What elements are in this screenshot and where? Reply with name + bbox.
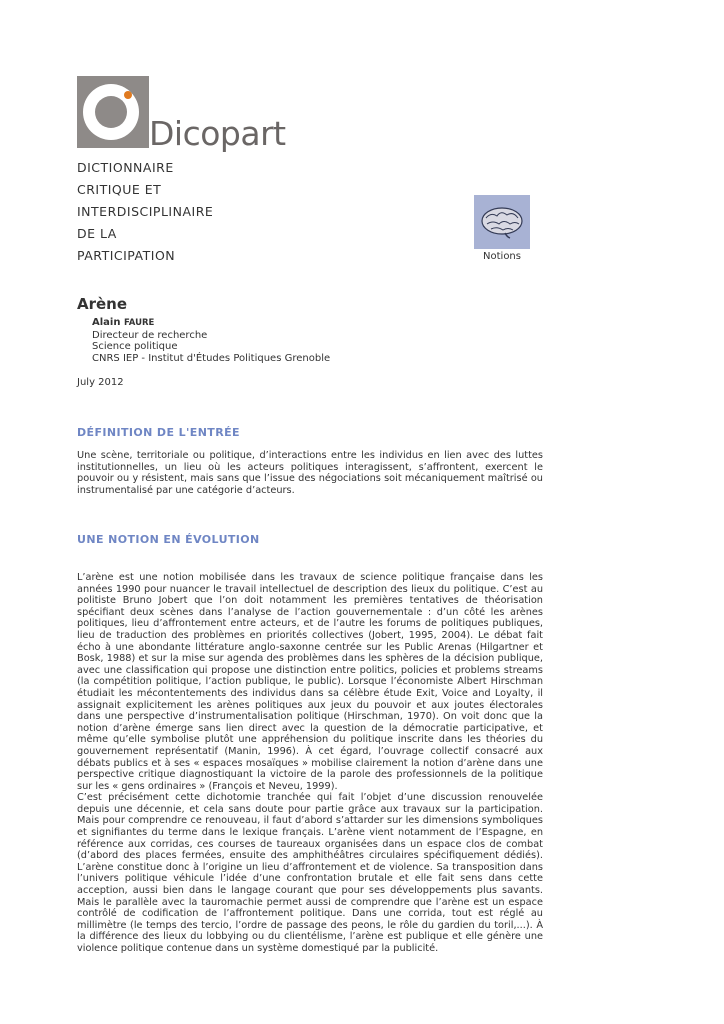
entry-title: Arène (77, 295, 128, 313)
author-role: Directeur de recherche (92, 329, 208, 341)
brain-icon[interactable] (474, 195, 530, 249)
dictionary-title-line: INTERDISCIPLINAIRE (77, 204, 214, 219)
dictionary-title-line: PARTICIPATION (77, 248, 176, 263)
notions-link[interactable] (472, 195, 532, 262)
author-last-name: FAURE (123, 318, 155, 328)
definition-heading: DÉFINITION DE L'ENTRÉE (77, 426, 240, 439)
author-field: Science politique (92, 341, 178, 352)
logo-mark (77, 76, 149, 148)
evolution-paragraph-2: C’est précisément cette dichotomie tranchée qui fait l’objet d’une discussion renouvelée depuis une décennie, et cela sans doute pour partie grâce aux travaux sur la participation. Mais pour comprendre ce renouveau, il faut d’abord s’attarder sur les dimensions symboliques et signifiantes du terme dans le lexique français. L’arène vient notamment de l’Espagne, en référence aux corridas, ces courses de taureaux organisées dans un espace clos de combat (d’abord des places fermées, ensuite des amphithéâtres circulaires spécifiquement dédiés). L’arène constitue donc à l’origine un lieu d’affrontement et de violence. Sa transposition dans l’univers politique véhicule l’idée d’une confrontation brutale et elle fait sens dans cette acception, aussi bien dans le langage courant que pour ses développements plus savants. Mais le parallèle avec la tauromachie permet aussi de comprendre que l’arène est un espace contrôlé de codification de l’affrontement politique. Dans une corrida, tout est réglé au millimètre (le temps des tercio, l’ordre de passage des peons, le rôle du gardien du toril,...). À la différence des lieux du lobbying ou du clientélisme, l’arène est publique et elle génère une violence politique contenue dans un système domestiqué par la publicité. (77, 792, 543, 954)
author-institution: CNRS IEP - Institut d'Études Politiques Grenoble (92, 352, 331, 364)
evolution-paragraph-1: L’arène est une notion mobilisée dans les travaux de science politique française dans les années 1990 pour nuancer le travail intellectuel de description des lieux du politique. C’est au politiste Bruno Jobert que l’on doit notamment les premières tentatives de théorisation spécifiant deux scènes dans l’analyse de l’action gouvernementale : d’un côté les arènes politiques, lieu d’affrontement entre acteurs, et de l’autre les forums de politiques publiques, lieu de traduction des problèmes en priorités collectives (Jobert, 1995, 2004). Le débat fait écho à une abondante littérature anglo-saxonne centrée sur les Public Arenas (Hilgartner et Bosk, 1988) et sur la mise sur agenda des problèmes dans les sphères de la décision publique, avec une classification qui propose une distinction entre politics, policies et problems streams (la compétition politique, l’action publique, le public). Lorsque l’économiste Albert Hirschman étudiait les mécontentements des individus dans sa célèbre étude Exit, Voice and Loyalty, il assignait explicitement les arènes politiques aux jeux du pouvoir et aux joutes électorales dans une perspective d’instrumentalisation politique (Hirschman, 1970). On voit donc que la notion d’arène émerge sans lien direct avec la question de la démocratie participative, et même qu’elle symbolise plutôt une appréhension du politique inscrite dans les théories du gouvernement représentatif (Manin, 1996). À cet égard, l’ouvrage collectif consacré aux débats publics et à ses « espaces mosaïques » mobilise clairement la notion d’arène dans une perspective critique diagnostiquant la victoire de la parole des professionnels de la politique sur les « gens ordinaires » (François et Neveu, 1999). (77, 572, 543, 792)
dicopart-logo (77, 76, 286, 156)
author-block (92, 317, 330, 364)
author-name (92, 317, 330, 330)
dictionary-title-line: DICTIONNAIRE (77, 160, 174, 175)
logo-dot (124, 91, 132, 99)
dictionary-title-line: CRITIQUE ET (77, 182, 162, 197)
notions-label[interactable]: Notions (483, 251, 521, 262)
dictionary-title (77, 157, 213, 267)
definition-paragraph: Une scène, territoriale ou politique, d’interactions entre les individus en lien avec des luttes institutionnelles, un lieu où les acteurs politiques interagissent, s’affrontent, exercent le pouvoir ou y résistent, mais sans que l’issue des négociations soit mécaniquement maîtrisé ou instrumentalisé par une catégorie d’acteurs. (77, 450, 543, 496)
definition-text (77, 450, 543, 496)
publication-date: July 2012 (77, 377, 124, 388)
evolution-heading: UNE NOTION EN ÉVOLUTION (77, 533, 260, 546)
logo-text: Dicopart (149, 114, 286, 153)
evolution-text (77, 572, 543, 955)
author-first-name: Alain (92, 317, 124, 328)
dictionary-title-line: DE LA (77, 226, 117, 241)
